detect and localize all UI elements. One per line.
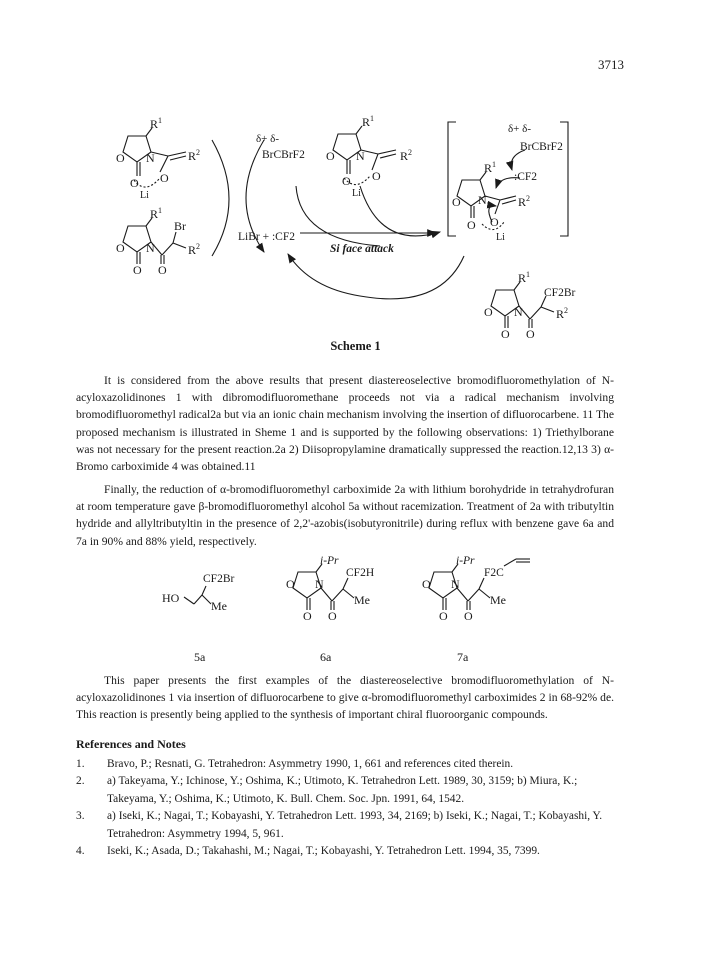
svg-text:R2: $R^2$ [518,194,531,209]
svg-text:6a: 6a [320,650,332,664]
svg-text::CF2: :CF2 [514,171,538,183]
svg-text:R1: $R^1$ [518,270,531,285]
svg-text:Me: Me [354,593,370,607]
reference-item: 1. Bravo, P.; Resnati, G. Tetrahedron: Asymmetry 1990, 1, 661 and references cited therein. [76,758,514,770]
svg-text:O: O [501,327,510,341]
svg-text:Si face attack: Si face attack [330,243,394,255]
svg-text:Me: Me [211,599,227,613]
svg-text:Li: Li [496,232,505,243]
svg-text:O: O [130,176,139,190]
references-title: References and Notes [76,737,186,751]
svg-text:BrCBrF2: BrCBrF2 [520,141,563,153]
svg-text:R1: $R^1$ [150,206,163,221]
references-list [76,756,616,860]
svg-text:O: O [342,174,351,188]
svg-text:O: O [326,149,335,163]
svg-text:N: N [451,577,460,591]
svg-text:O: O [464,609,473,623]
svg-text:Li: Li [140,190,149,201]
svg-text:O: O [303,609,312,623]
svg-text:O: O [116,151,125,165]
svg-text:N: N [478,193,487,207]
svg-text:O: O [439,609,448,623]
paragraph-mechanism: It is considered from the above results that present diastereoselective bromodifluoromethylation of N-acyloxazolidinones 1 with dibromodifluoromethane proceeds not via a radical mechanism involving bromodifluoromethyl radical2a but via an ionic chain mechanism involving the insertion of difluorocarbene. 11 The proposed mechanism is illustrated in Sheme 1 and is supported by the following observations: 1) Triethylborane was not necessary for the present reaction.2a 2) Diisopropylamine dramatically suppressed the reaction.12,13 3) α-Bromo carboximide 4 was obtained.11 [76,374,614,474]
reference-item: 4. Iseki, K.; Asada, D.; Takahashi, M.; Nagai, T.; Kobayashi, Y. Tetrahedron Lett. 1994, 35, 7399. [76,845,540,858]
compound-7a [429,559,530,610]
svg-text:O: O [526,327,535,341]
svg-text:HO: HO [162,591,180,605]
svg-text:Br: Br [174,219,186,233]
svg-text:CF2Br: CF2Br [544,287,576,299]
svg-text:δ+ δ-: δ+ δ- [508,123,531,135]
svg-text:i-Pr: i-Pr [320,555,339,567]
svg-text:O: O [422,577,431,591]
svg-text:Li: Li [352,188,361,199]
svg-text:O: O [484,305,493,319]
svg-text:R2: $R^2$ [188,242,201,257]
svg-text:δ+ δ-: δ+ δ- [256,133,279,145]
paragraph-conclusion: This paper presents the first examples of the diastereoselective bromodifluoromethylation of N-acyloxazolidinones 1 via insertion of difluorocarbene to give α-bromodifluoromethyl carboximides 2 in 68-92% de. This reaction is presently being applied to the synthesis of important chiral fluoroorganic compounds. [76,674,614,722]
page-number: 3713 [598,57,624,72]
svg-text:O: O [452,195,461,209]
svg-text:i-Pr: i-Pr [456,555,475,567]
reaction-scheme [0,0,711,360]
svg-text:N: N [315,577,324,591]
svg-text:LiBr + :CF2: LiBr + :CF2 [238,231,295,243]
svg-text:N: N [356,149,365,163]
compound-structures [0,548,711,673]
svg-text:O: O [160,171,169,185]
svg-text:R2: $R^2$ [400,148,413,163]
svg-text:R1: $R^1$ [362,114,375,129]
svg-text:R1: $R^1$ [484,160,497,175]
svg-text:CF2Br: CF2Br [203,573,235,585]
reference-item: 3. a) Iseki, K.; Nagai, T.; Kobayashi, Y. Tetrahedron Lett. 1993, 34, 2169; b) Iseki, K.; Nagai, T.; Kobayashi, Y. Tetrahedron: Asymmetry 1994, 5, 961. [76,810,603,840]
svg-text:O: O [328,609,337,623]
svg-text:O: O [133,263,142,277]
svg-text:R2: $R^2$ [188,148,201,163]
reference-item: 2. a) Takeyama, Y.; Ichinose, Y.; Oshima, K.; Utimoto, K. Tetrahedron Lett. 1989, 30, 3159; b) Miura, K.; Takeyama, Y.; Oshima, K.; Utimoto, K. Bull. Chem. Soc. Jpn. 1991, 64, 1542. [76,775,578,805]
svg-text:N: N [146,241,155,255]
svg-text:O: O [116,241,125,255]
svg-text:Me: Me [490,593,506,607]
svg-text:N: N [514,305,523,319]
scheme-caption: Scheme 1 [330,339,381,353]
svg-text:7a: 7a [457,650,469,664]
r1-label: $R^1$ [150,116,163,131]
svg-text:O: O [467,218,476,232]
svg-text:N: N [146,151,155,165]
svg-text:O: O [158,263,167,277]
svg-text:5a: 5a [194,650,206,664]
svg-text:BrCBrF2: BrCBrF2 [262,149,305,161]
svg-text:R2: $R^2$ [556,306,569,321]
svg-text:F2C: F2C [484,567,504,579]
svg-text:CF2H: CF2H [346,567,375,579]
svg-text:O: O [490,215,499,229]
svg-text:O: O [372,169,381,183]
paragraph-reduction: Finally, the reduction of α-bromodifluoromethyl carboximide 2a with lithium borohydride in tetrahydrofuran at room temperature gave β-bromodifluoromethyl alcohol 5a without racemization. Treatment of 2a with tributyltin hydride and allyltributyltin in the presence of 2,2'-azobis(isobutyronitrile) during reflux with benzene gave 6a and 7a in 90% and 88% yield, respectively. [76,483,614,548]
compound-5a [184,586,211,604]
svg-text:O: O [286,577,295,591]
